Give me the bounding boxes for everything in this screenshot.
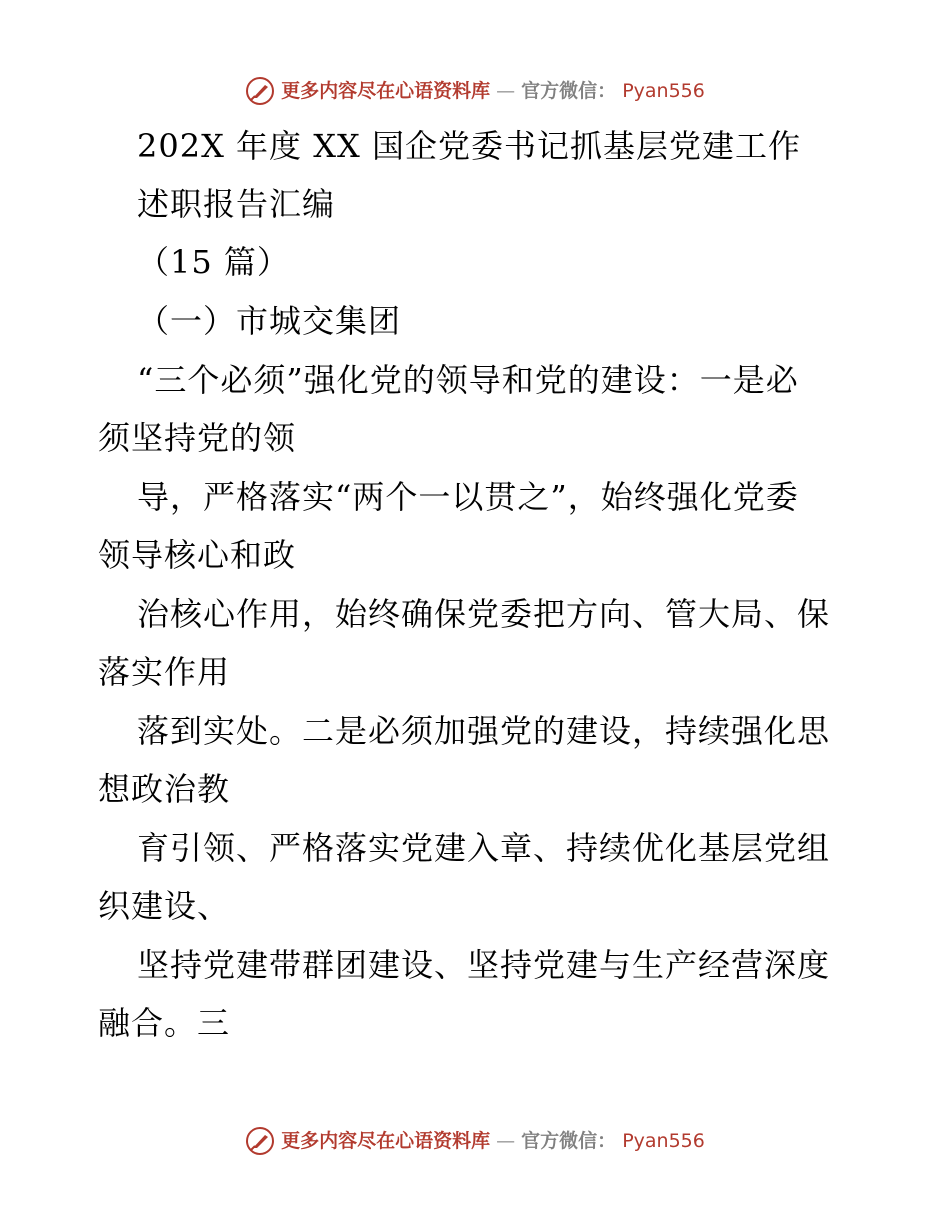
body-line: 坚持党建带群团建设、坚持党建与生产经营深度 [137, 946, 831, 984]
body-line: 须坚持党的领 [98, 419, 297, 457]
watermark-separator: — [496, 1129, 516, 1152]
body-line: 育引领、严格落实党建入章、持续优化基层党组 [137, 829, 831, 867]
document-count: （15 篇） [137, 243, 290, 281]
section-heading: （一）市城交集团 [137, 302, 402, 340]
watermark-text: 更多内容尽在心语资料库 [281, 79, 491, 102]
body-line: 落实作用 [98, 653, 231, 691]
document-title-line-2: 述职报告汇编 [137, 185, 336, 223]
watermark-suffix: 官方微信： [521, 79, 617, 102]
header-watermark [0, 76, 950, 106]
body-line: 治核心作用，始终确保党委把方向、管大局、保 [137, 595, 831, 633]
body-line: 织建设、 [98, 887, 231, 925]
watermark-wechat-id: Pyan556 [622, 79, 705, 102]
document-title-line-1: 202X 年度 XX 国企党委书记抓基层党建工作 [137, 127, 801, 165]
body-line: 落到实处。二是必须加强党的建设，持续强化思 [137, 712, 831, 750]
body-line: 融合。三 [98, 1004, 231, 1042]
watermark-text: 更多内容尽在心语资料库 [281, 1129, 491, 1152]
watermark-suffix: 官方微信： [521, 1129, 617, 1152]
footer-watermark [0, 1126, 950, 1156]
body-line: 想政治教 [98, 770, 231, 808]
watermark-separator: — [496, 79, 516, 102]
body-line: “三个必须”强化党的领导和党的建设：一是必 [137, 361, 799, 399]
quill-logo-icon [245, 76, 275, 106]
watermark-wechat-id: Pyan556 [622, 1129, 705, 1152]
body-line: 领导核心和政 [98, 536, 297, 574]
body-line: 导，严格落实“两个一以贯之”，始终强化党委 [137, 478, 799, 516]
quill-logo-icon [245, 1126, 275, 1156]
